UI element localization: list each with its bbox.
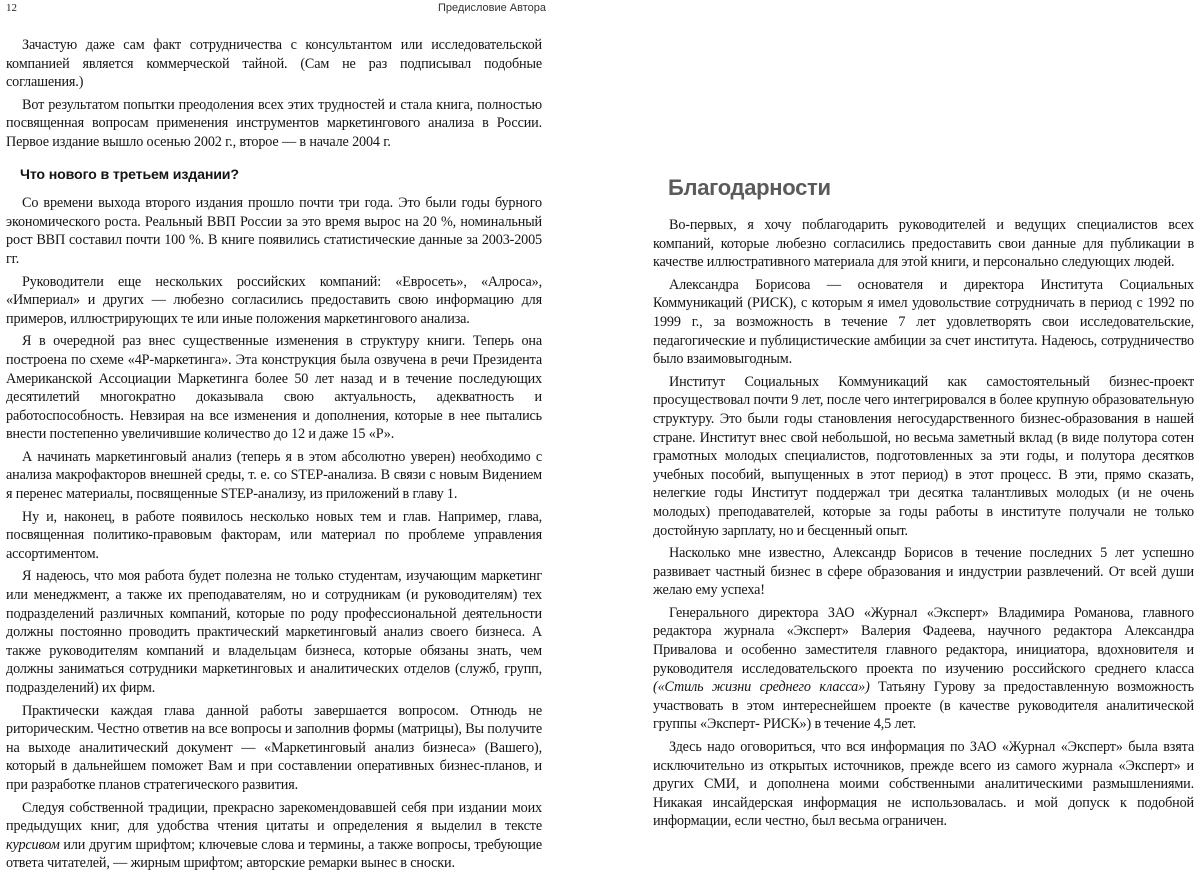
paragraph-expert <box>653 604 1194 734</box>
left-column <box>6 36 542 877</box>
paragraph: Институт Социальных Коммуникаций как самостоятельный бизнес-проект просуществовал почти 9 лет, после чего интегрировался в более крупную образовательную структуру. Это были годы становления негосударственного бизнес-образования в нашей стране. Институт внес свой небольшой, но весьма заметный вклад (в виде полутора сотен грамотных молодых специалистов, подготовленных за эти годы, и полутора десятков учебных пособий, выпущенных в этот период) в этот процесс. В эти, прямо сказать, нелегкие годы Институт поддержал три десятка талантливых молодых (и не очень молодых) преподавателей, которые за годы работы в институте получали не только достойную зарплату, но и бесценный опыт. <box>653 373 1194 539</box>
paragraph: Зачастую даже сам факт сотрудничества с консультантом или исследовательской компанией является коммерческой тайной. (Сам не раз подписывал подобные соглашения.) <box>6 37 542 91</box>
paragraph: Я надеюсь, что моя работа будет полезна не только студентам, изучающим маркетинг или менеджмент, а также их преподавателям, но и сотрудникам (и руководителям) тех подразделений различных компаний, которые по роду профессиональной деятельности должны постоянно проводить практический маркетинговый анализ своего бизнеса. А также руководителям компаний и владельцам бизнеса, которые обязаны знать, чем должны заниматься сотрудники маркетинговых и аналитических отделов (служб, групп, подразделений) их фирм. <box>6 568 542 696</box>
text-run: Татьяну Гурову за предоставленную возможность участвовать в этом интереснейшем проекте (в качестве руководителя аналитической группы «Эксперт- РИСК») в течение 4,5 лет. <box>653 679 1194 733</box>
page-number: 12 <box>6 2 17 14</box>
paragraph: Со времени выхода второго издания прошло почти три года. Это были годы бурного экономического роста. Реальный ВВП России за это время вырос на 20 %, номинальный рост ВВП составил почти 100 %. В книге появились статистические данные за 2003-2005 гг. <box>6 195 542 267</box>
right-column <box>653 216 1194 835</box>
italic-text: курсивом <box>6 836 60 853</box>
section-heading: Что нового в третьем издании? <box>20 166 239 183</box>
paragraph: А начинать маркетинговый анализ (теперь я в этом абсолютно уверен) необходимо с анализа макрофакторов внешней среды, т. е. со STEP-анализа. В связи с новым Видением я перенес материалы, посвященные STEP-анализу, из приложений в главу 1. <box>6 448 542 503</box>
running-head: Предисловие Автора <box>438 2 546 14</box>
text-run: или другим шрифтом; ключевые слова и термины, а также вопросы, требующие ответа читателей, — жирным шрифтом; авторские ремарки вынес в сноски. <box>6 836 542 872</box>
text-run: Генерального директора ЗАО «Журнал «Эксперт» Владимира Романова, главного редактора журнала «Эксперт» Валерия Фадеева, научного редактора Александра Привалова и особенно заместителя главного редактора, инициатора, вдохновителя и руководителя исследовательского проекта по изучению российского среднего класса <box>653 604 1194 677</box>
paragraph-final <box>6 799 542 873</box>
paragraph: Здесь надо оговориться, что вся информация по ЗАО «Журнал «Эксперт» была взята исключительно из открытых источников, прежде всего из самого журнала «Эксперт» и других СМИ, и дополнена моими собственными аналитическими размышлениями. Никакая инсайдерская информация не использовалась. и мой допуск к подобной информации, если честно, был весьма ограничен. <box>653 739 1194 830</box>
paragraph: Практически каждая глава данной работы завершается вопросом. Отнюдь не риторическим. Честно ответив на все вопросы и заполнив формы (матрицы), Вы получите на выходе аналитический документ — «Маркетинговый анализ бизнеса» (Вашего), который в дальнейшем поможет Вам и при составлении оперативных бизнес-планов, и при разработке планов стратегического развития. <box>6 702 542 793</box>
paragraph: Вот результатом попытки преодоления всех этих трудностей и стала книга, полностью посвященная вопросам применения инструментов маркетингового анализа в России. Первое издание вышло осенью 2002 г., второе — в начале 2004 г. <box>6 96 542 150</box>
paragraph: Александра Борисова — основателя и директора Института Социальных Коммуникаций (РИСК), с которым я имел удовольствие сотрудничать в период с 1992 по 1999 г., за возможность в течение 7 лет удовлетворять свои исследовательские, педагогические и публицистические амбиции за счет института. Надеюсь, сотрудничество было взаимовыгодным. <box>653 276 1194 368</box>
chapter-title: Благодарности <box>668 175 831 200</box>
paragraph: Я в очередной раз внес существенные изменения в структуру книги. Теперь она построена по схеме «4Р-маркетинга». Эта конструкция была озвучена в речи Президента Американской Ассоциации Маркетинга более 50 лет назад и в течение последующих десятилетий многократно доказывала свою актуальность, адекватность и работоспособность. Невзирая на все изменения и дополнения, которые в нее пытались внести постепенно увеличившие количество до 12 и даже 15 «Р». <box>6 333 542 443</box>
italic-text: («Стиль жизни среднего класса») <box>653 679 870 696</box>
text-run: Следуя собственной традиции, прекрасно зарекомендовавшей себя при издании моих предыдущих книг, для удобства чтения цитаты и определения я выделил в тексте <box>6 799 542 835</box>
paragraph: Во-первых, я хочу поблагодарить руководителей и ведущих специалистов всех компаний, которые любезно согласились предоставить свои данные для публикации в качестве иллюстративного материала для этой книги, и персонально следующих людей. <box>653 217 1194 271</box>
paragraph: Ну и, наконец, в работе появилось несколько новых тем и глав. Например, глава, посвященная политико-правовым факторам, или материал по проблеме управления ассортиментом. <box>6 508 542 562</box>
paragraph: Насколько мне известно, Александр Борисов в течение последних 5 лет успешно развивает частный бизнес в сфере образования и индустрии развлечений. От всей души желаю ему успеха! <box>653 545 1194 599</box>
paragraph: Руководители еще нескольких российских компаний: «Евросеть», «Алроса», «Империал» и других — любезно согласились предоставить свою информацию для примеров, иллюстрирующих те или иные положения маркетингового анализа. <box>6 273 542 327</box>
